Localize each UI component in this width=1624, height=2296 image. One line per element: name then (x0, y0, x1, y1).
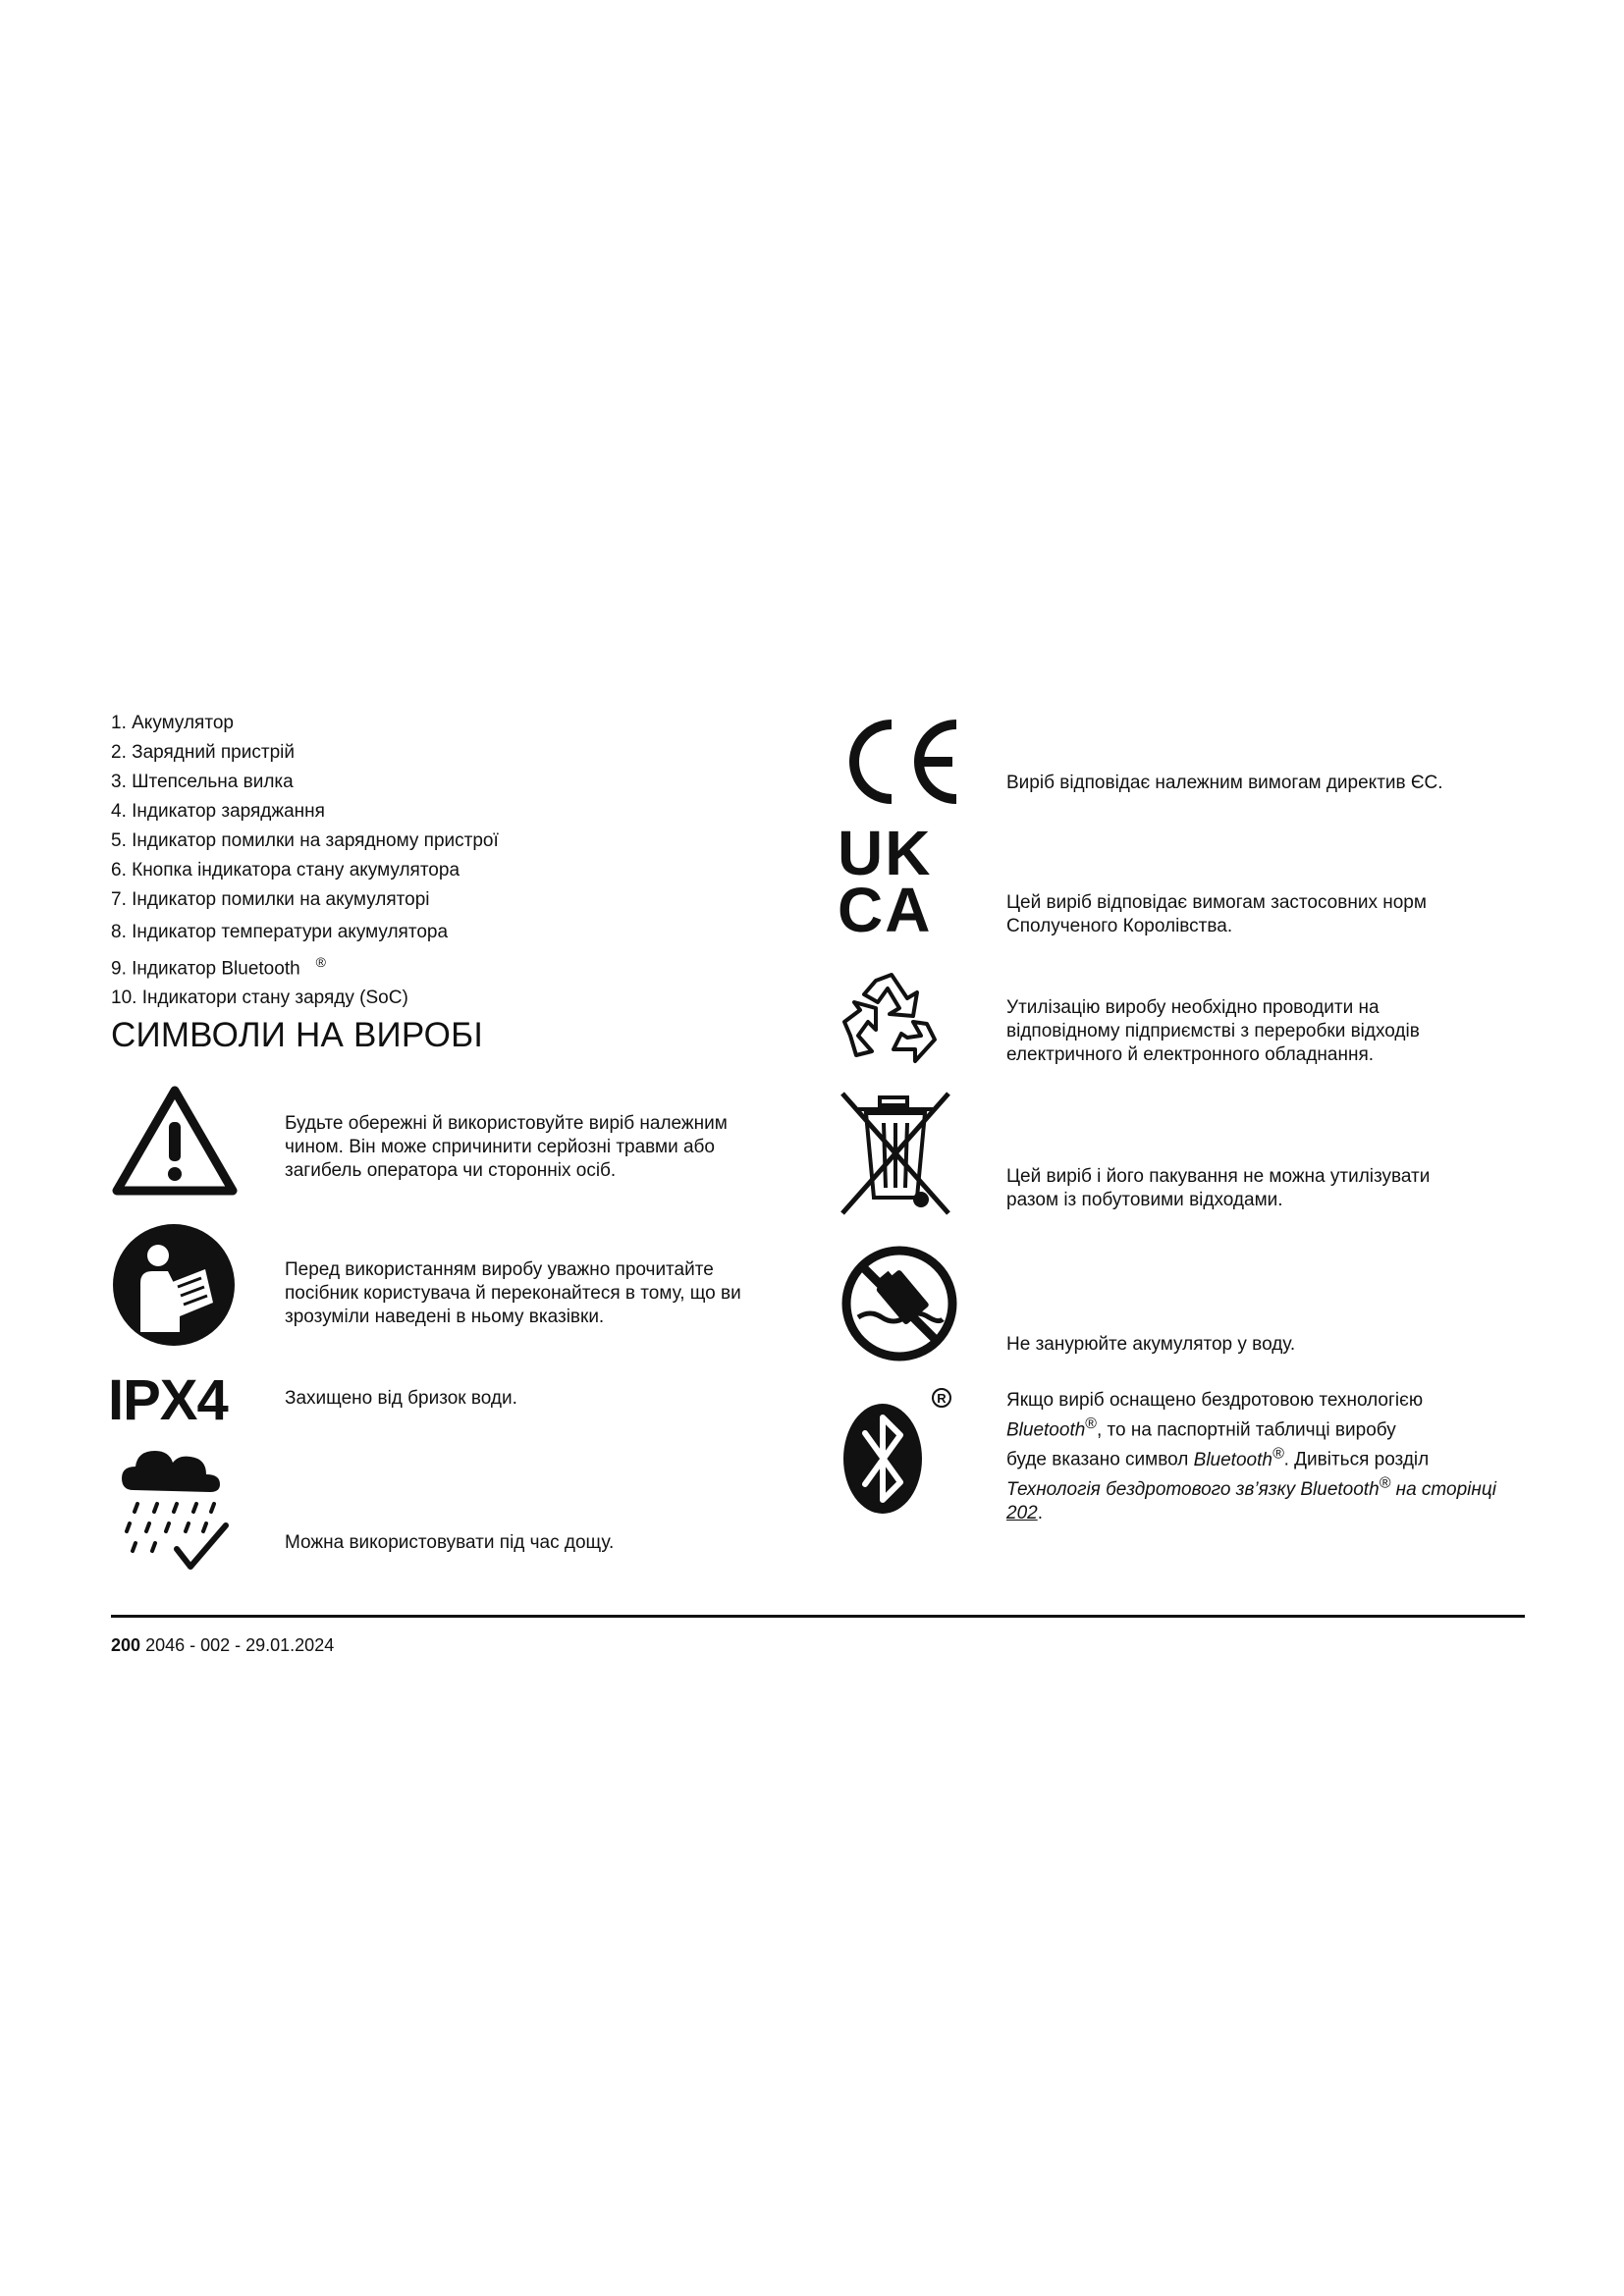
registered-mark: ® (315, 954, 326, 970)
ce-mark-icon (837, 715, 966, 809)
warning-description: Будьте обережні й використовуйте виріб належним чином. Він може спричинити серйозні травми або загибель оператора чи сторонніх осіб. (285, 1113, 728, 1181)
manual-description: Перед використанням виробу уважно прочитайте посібник користувача й переконайтеся в тому, що ви зрозуміли наведені в ньому вказівки. (285, 1259, 741, 1327)
bluetooth-description: Якщо виріб оснащено бездротовою технологією Bluetooth®, то на паспортній табличці виробу буде вказано символ Bluetooth®. Дивіться розділ Технологія бездротового зв’язку Bluetooth® на сторінці 202. (1006, 1390, 1496, 1523)
list-item: 1. Акумулятор (111, 713, 234, 733)
ipx4-icon: IPX4 (108, 1368, 228, 1432)
list-item: 9. Індикатор Bluetooth ® (111, 954, 326, 980)
list-item: 3. Штепсельна вилка (111, 772, 294, 792)
section-heading: СИМВОЛИ НА ВИРОБІ (111, 1016, 484, 1054)
ipx4-description: Захищено від бризок води. (285, 1388, 517, 1409)
list-item: 6. Кнопка індикатора стану акумулятора (111, 860, 460, 881)
no-immersion-icon (840, 1245, 958, 1362)
ce-description: Виріб відповідає належним вимогам директив ЄС. (1006, 773, 1443, 793)
recycle-description: Утилізацію виробу необхідно проводити на відповідному підприємстві з переробки відходів електричного й електронного обладнання. (1006, 997, 1420, 1065)
read-manual-icon (111, 1222, 237, 1348)
footer (111, 1635, 334, 1656)
parts-list (111, 709, 798, 1013)
svg-text:R: R (937, 1391, 947, 1406)
footer-divider (111, 1615, 1525, 1618)
ukca-description: Цей виріб відповідає вимогам застосовних норм Сполученого Королівства. (1006, 892, 1427, 936)
document-reference: 2046 - 002 - 29.01.2024 (145, 1635, 335, 1655)
warning-triangle-icon (111, 1085, 239, 1198)
list-item: 7. Індикатор помилки на акумуляторі (111, 889, 430, 910)
bin-description: Цей виріб і його пакування не можна утилізувати разом із побутовими відходами. (1006, 1166, 1431, 1210)
list-item: 2. Зарядний пристрій (111, 742, 295, 763)
rain-check-icon (116, 1443, 232, 1578)
list-item: 8. Індикатор температури акумулятора (111, 922, 449, 942)
list-item: 10. Індикатори стану заряду (SoC) (111, 988, 408, 1009)
no-immersion-description: Не занурюйте акумулятор у воду. (1006, 1334, 1296, 1355)
bluetooth-icon (838, 1384, 955, 1518)
rain-description: Можна використовувати під час дощу. (285, 1532, 615, 1553)
recycle-icon (837, 967, 945, 1075)
page-link[interactable]: 202 (1006, 1502, 1038, 1523)
list-item: 5. Індикатор помилки на зарядному пристрої (111, 830, 499, 851)
list-item: 4. Індикатор заряджання (111, 801, 325, 822)
ukca-mark-icon: UK CA (838, 818, 933, 945)
page-number: 200 (111, 1635, 141, 1655)
crossed-bin-icon (837, 1090, 954, 1217)
